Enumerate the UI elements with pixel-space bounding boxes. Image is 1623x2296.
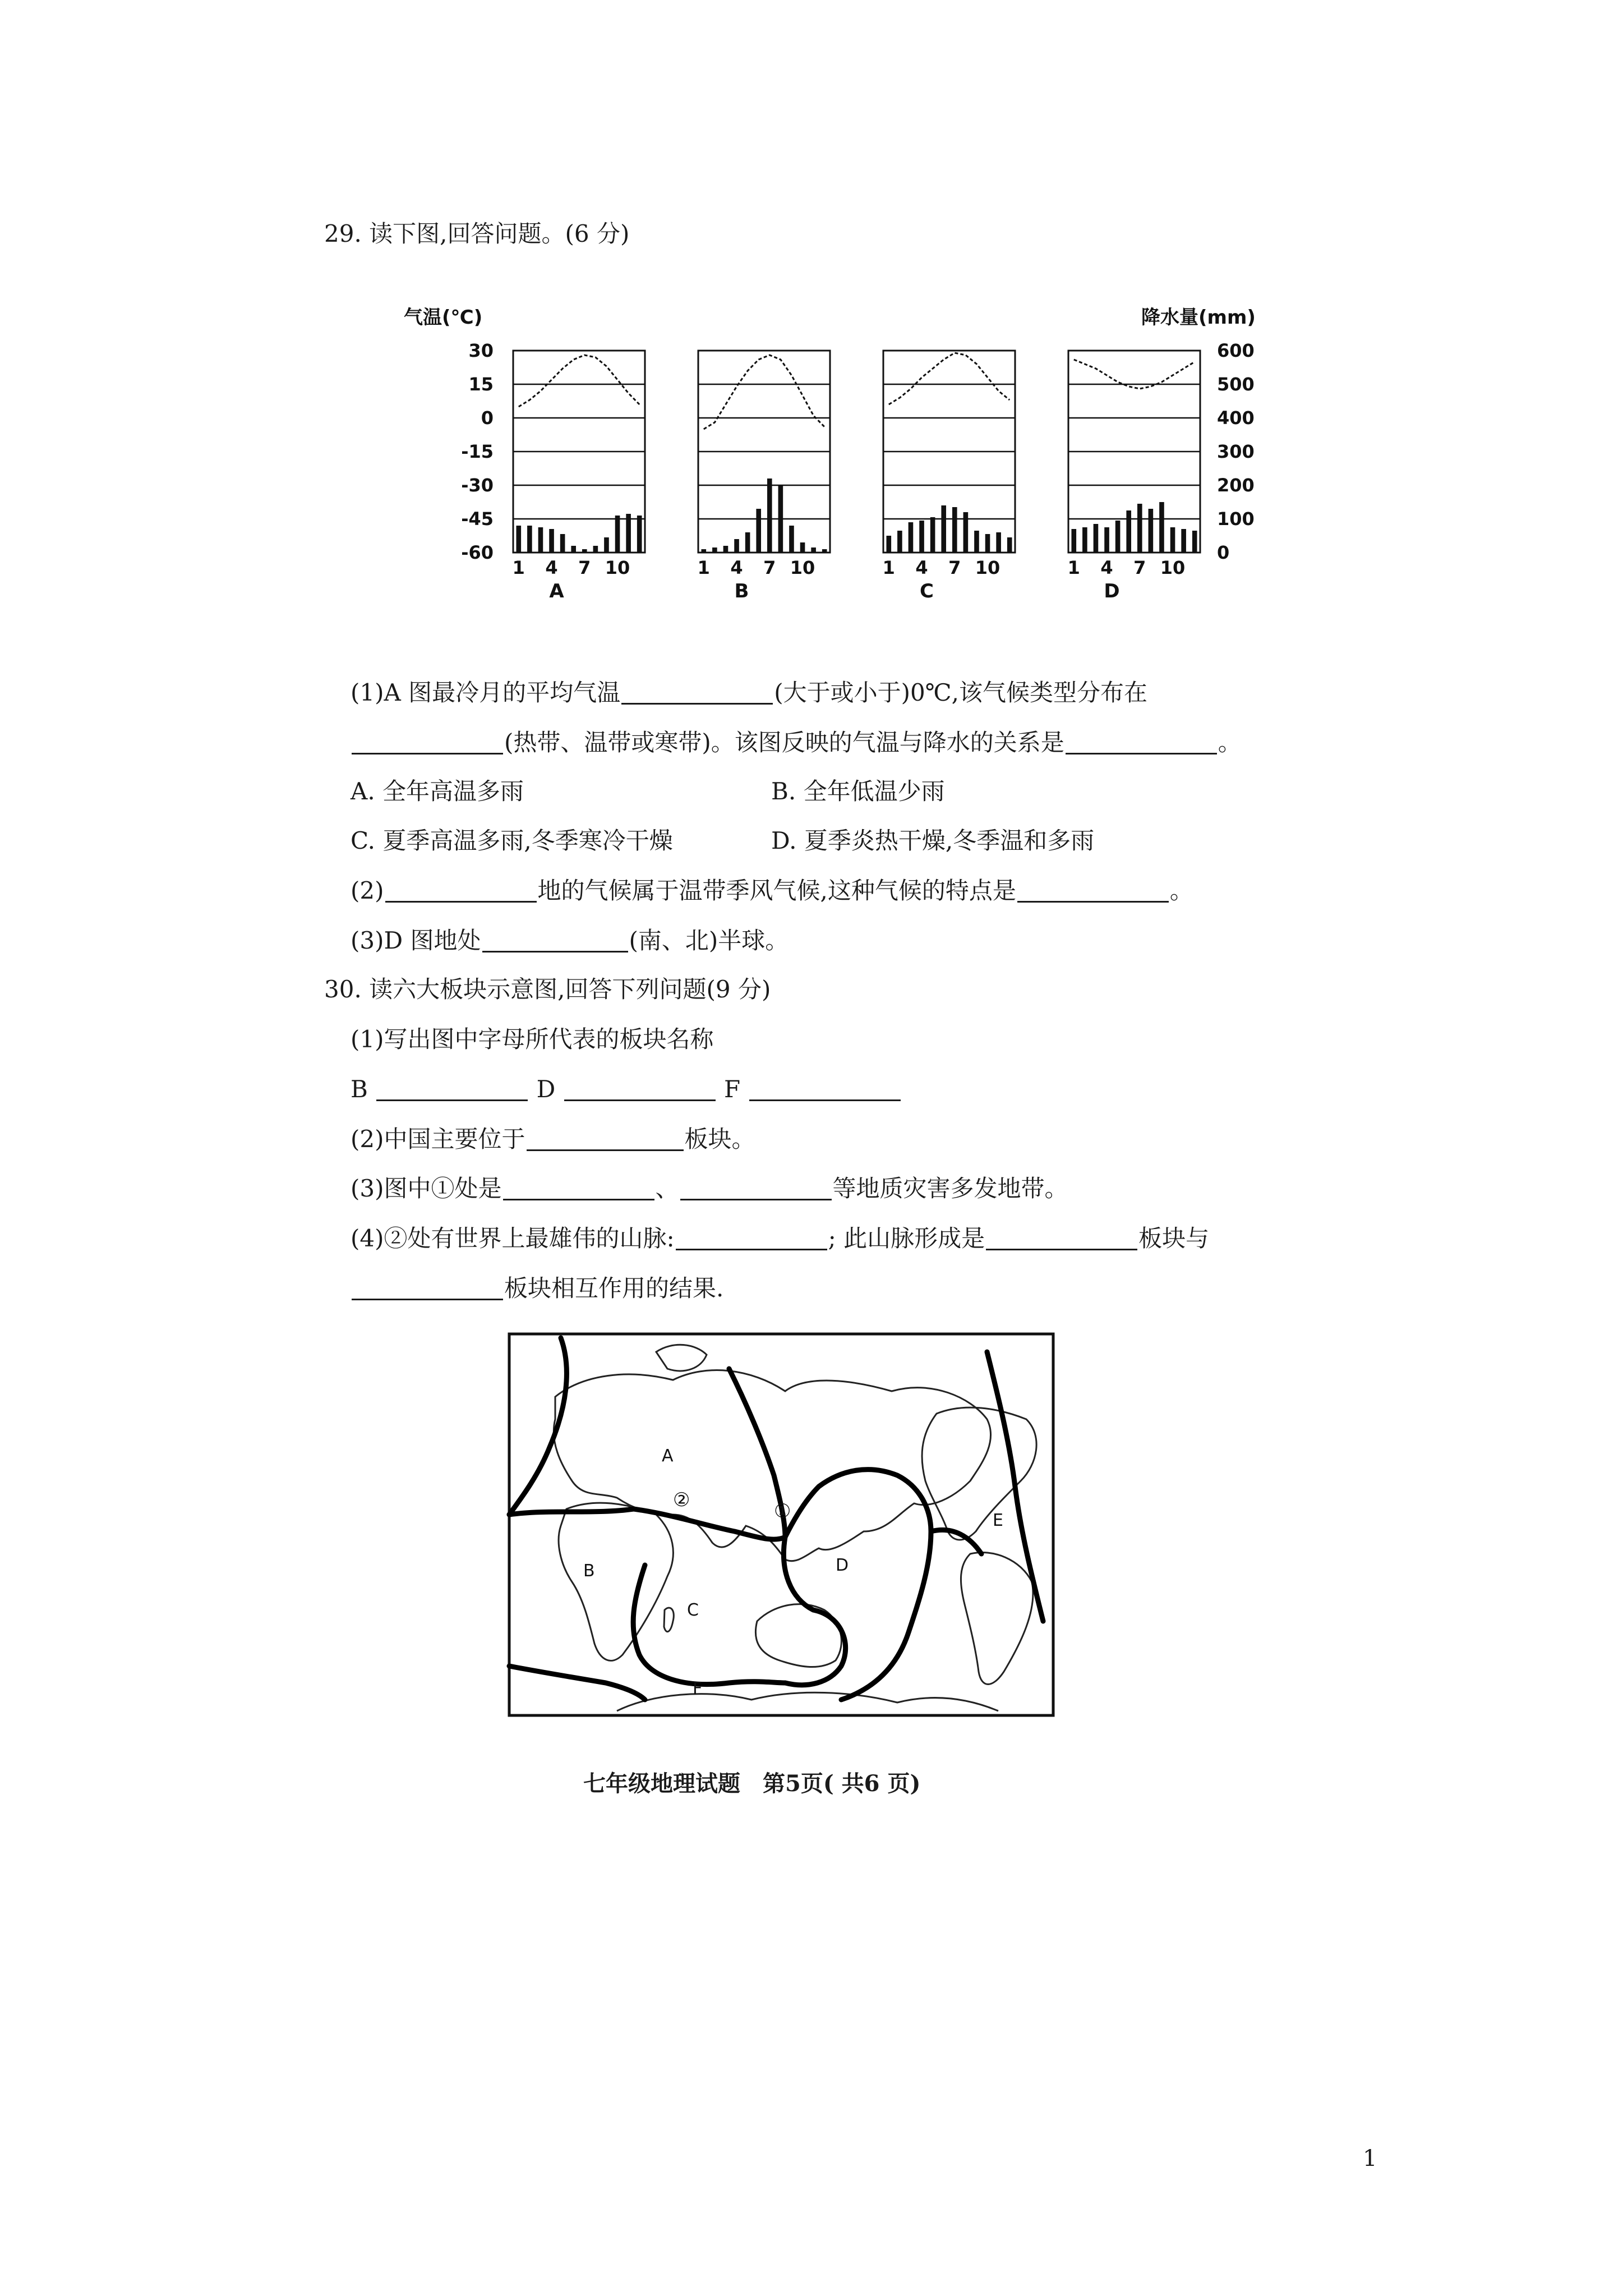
answer-blank-11[interactable] [986,1226,1137,1250]
answer-blank-9[interactable] [680,1176,832,1200]
q29-p1-text3: (热带、温带或寒带)。该图反映的气温与降水的关系是 [504,729,1064,756]
precip-bar [560,534,565,553]
answer-blank-12[interactable] [352,1276,503,1300]
page-footer: 七年级地理试题 第5页( 共6 页) [583,1770,921,1797]
month-tick-label: 7 [948,557,961,578]
plate-label-d: D [836,1556,849,1575]
precip-bar [516,526,521,553]
precip-tick-label: 500 [1217,374,1255,395]
precip-bar [1181,529,1186,553]
temp-tick-label: -45 [461,508,494,530]
precip-tick-label: 100 [1217,508,1255,530]
climate-panel-a [513,351,645,602]
precip-bar [1159,502,1164,553]
q29-p2-text2: 地的气候属于温带季风气候,这种气候的特点是 [537,877,1016,904]
temp-tick-label: -60 [461,542,494,563]
climate-panel-b [698,351,830,602]
q30-title: 30. 读六大板块示意图,回答下列问题(9 分) [324,976,771,1003]
precip-bar [778,485,783,553]
answer-blank-6[interactable] [482,928,628,953]
plate-label-a: A [662,1446,674,1466]
precip-bar [996,532,1001,553]
precip-bar [582,549,587,553]
precip-bar [527,526,532,553]
precip-bar [941,505,946,553]
label-d: D [536,1075,556,1103]
precip-tick-label: 400 [1217,407,1255,429]
left-axis-label: 气温(℃) [404,306,483,329]
q30-p3-text3: 等地质灾害多发地带。 [832,1175,1068,1202]
answer-blank-5[interactable] [1017,878,1169,903]
precip-bar [626,514,631,553]
precip-bar [604,537,609,553]
q29-p1-text4: 。 [1218,729,1242,756]
month-tick-label: 10 [790,557,815,578]
precip-bar [1137,504,1142,553]
precip-bar [1082,527,1087,553]
plate-label-b: B [583,1561,595,1581]
precip-bar [800,542,805,553]
climate-charts [381,275,1301,623]
q29-p1-text1: (1)A 图最冷月的平均气温 [351,679,621,706]
q29-p2 [351,878,1193,903]
answer-blank-2[interactable] [352,730,503,754]
month-tick-label: 1 [512,557,525,578]
q30-p4-text4: 板块相互作用的结果. [504,1274,724,1302]
precip-bar [1094,524,1099,553]
month-tick-label: 4 [1100,557,1113,578]
precip-bar [985,534,990,553]
month-tick-label: 7 [1133,557,1146,578]
precip-bar [549,529,554,553]
month-tick-label: 7 [578,557,591,578]
precip-bar [637,516,642,553]
climate-panel-c [883,351,1015,602]
chart-panels [513,351,1200,602]
precip-bar [1104,527,1109,553]
month-tick-label: 10 [975,557,1000,578]
q29-p1-line2 [351,730,1242,754]
precip-bar [571,546,576,553]
plate-label-e: E [993,1511,1003,1530]
q29-p2-text3: 。 [1169,877,1193,904]
precip-bar [712,547,717,553]
marker-1: ① [774,1500,791,1522]
label-b: B [351,1075,368,1103]
month-tick-label: 7 [763,557,776,578]
q29-p3-text1: (3)D 图地处 [351,927,481,954]
plate-label-c: C [687,1600,699,1620]
answer-blank-10[interactable] [676,1226,827,1250]
precip-bar [963,512,969,553]
q29-title: 29. 读下图,回答问题。(6 分) [324,220,630,247]
q30-p2-text2: 板块。 [684,1125,755,1153]
q29-p1-text2: (大于或小于)0℃,该气候类型分布在 [774,679,1148,706]
q29-p1-line1 [351,680,1147,705]
temp-tick-label: 0 [481,407,494,429]
panel-label: C [920,580,934,602]
temp-tick-label: 15 [468,374,494,395]
panel-label: D [1104,580,1120,602]
precip-bar [822,549,827,553]
precip-tick-label: 200 [1217,475,1255,496]
precip-bar [930,517,935,553]
q30-p2 [351,1127,755,1151]
precip-bar [1126,510,1131,553]
plate-label-f: F [693,1679,703,1699]
precip-bar [1007,537,1012,553]
precip-bar [538,527,543,553]
q30-p3-text2: 、 [655,1175,679,1202]
option-c: C. 夏季高温多雨,冬季寒冷干燥 [351,827,673,854]
precip-axis [1217,340,1255,563]
q30-p2-text1: (2)中国主要位于 [351,1125,525,1153]
panel-label: A [549,580,564,602]
precip-tick-label: 600 [1217,340,1255,361]
month-tick-label: 1 [1067,557,1080,578]
precip-bar [767,478,772,553]
q30-p4-line2 [351,1276,723,1300]
q29-p3 [351,928,789,953]
q30-p3-text1: (3)图中①处是 [351,1175,502,1202]
climate-panel-d [1068,351,1200,602]
temp-axis [461,340,494,563]
page-number: 1 [1363,2146,1377,2171]
right-axis-label: 降水量(mm) [1141,306,1256,329]
month-tick-label: 1 [697,557,710,578]
temp-tick-label: -15 [461,441,494,462]
panel-label: B [734,580,749,602]
precip-bar [756,509,761,553]
answer-blank-b[interactable] [376,1077,528,1101]
month-tick-label: 4 [915,557,928,578]
precip-tick-label: 0 [1217,542,1230,563]
precip-bar [1170,527,1175,553]
q30-p4-text2: ; 此山脉形成是 [828,1225,985,1252]
precip-bar [974,531,979,553]
q29-p2-text1: (2) [351,877,384,904]
precip-bar [1115,521,1121,553]
month-tick-label: 1 [882,557,895,578]
label-f: F [724,1075,741,1103]
precip-bar [952,507,957,553]
precip-bar [1149,509,1154,553]
answer-blank-3[interactable] [1066,730,1217,754]
precip-bar [1071,529,1076,553]
answer-blank-4[interactable] [385,878,537,903]
precip-bar [734,539,739,553]
answer-blank-d[interactable] [564,1077,716,1101]
q30-p4-text3: 板块与 [1138,1225,1210,1252]
answer-blank-7[interactable] [527,1127,684,1151]
option-b: B. 全年低温少雨 [771,777,945,805]
q30-p1: (1)写出图中字母所代表的板块名称 [351,1025,714,1053]
precip-bar [909,522,914,553]
precip-bar [811,547,816,553]
answer-blank-8[interactable] [503,1176,654,1200]
precip-bar [897,531,902,553]
month-tick-label: 10 [1160,557,1186,578]
precip-bar [723,546,728,553]
marker-2: ② [673,1489,690,1511]
month-tick-label: 4 [545,557,558,578]
plate-map [505,1329,1060,1722]
month-tick-label: 4 [730,557,743,578]
precip-tick-label: 300 [1217,441,1255,462]
answer-blank-f[interactable] [749,1077,901,1101]
option-a: A. 全年高温多雨 [351,777,524,805]
precip-bar [745,532,750,553]
precip-bar [886,536,891,553]
precip-bar [919,521,924,553]
q30-p1-answers [351,1077,902,1101]
q30-p4-line1 [351,1226,1209,1250]
option-d: D. 夏季炎热干燥,冬季温和多雨 [771,827,1095,854]
temp-tick-label: 30 [468,340,494,361]
precip-bar [615,516,620,553]
temp-tick-label: -30 [461,475,494,496]
precip-bar [701,549,706,553]
q29-p3-text2: (南、北)半球。 [629,927,789,954]
q30-p3 [351,1176,1068,1200]
q30-p4-text1: (4)②处有世界上最雄伟的山脉: [351,1225,675,1252]
precip-bar [1192,531,1197,553]
answer-blank-1[interactable] [621,680,773,705]
precip-bar [593,546,598,553]
precip-bar [789,526,794,553]
month-tick-label: 10 [605,557,630,578]
